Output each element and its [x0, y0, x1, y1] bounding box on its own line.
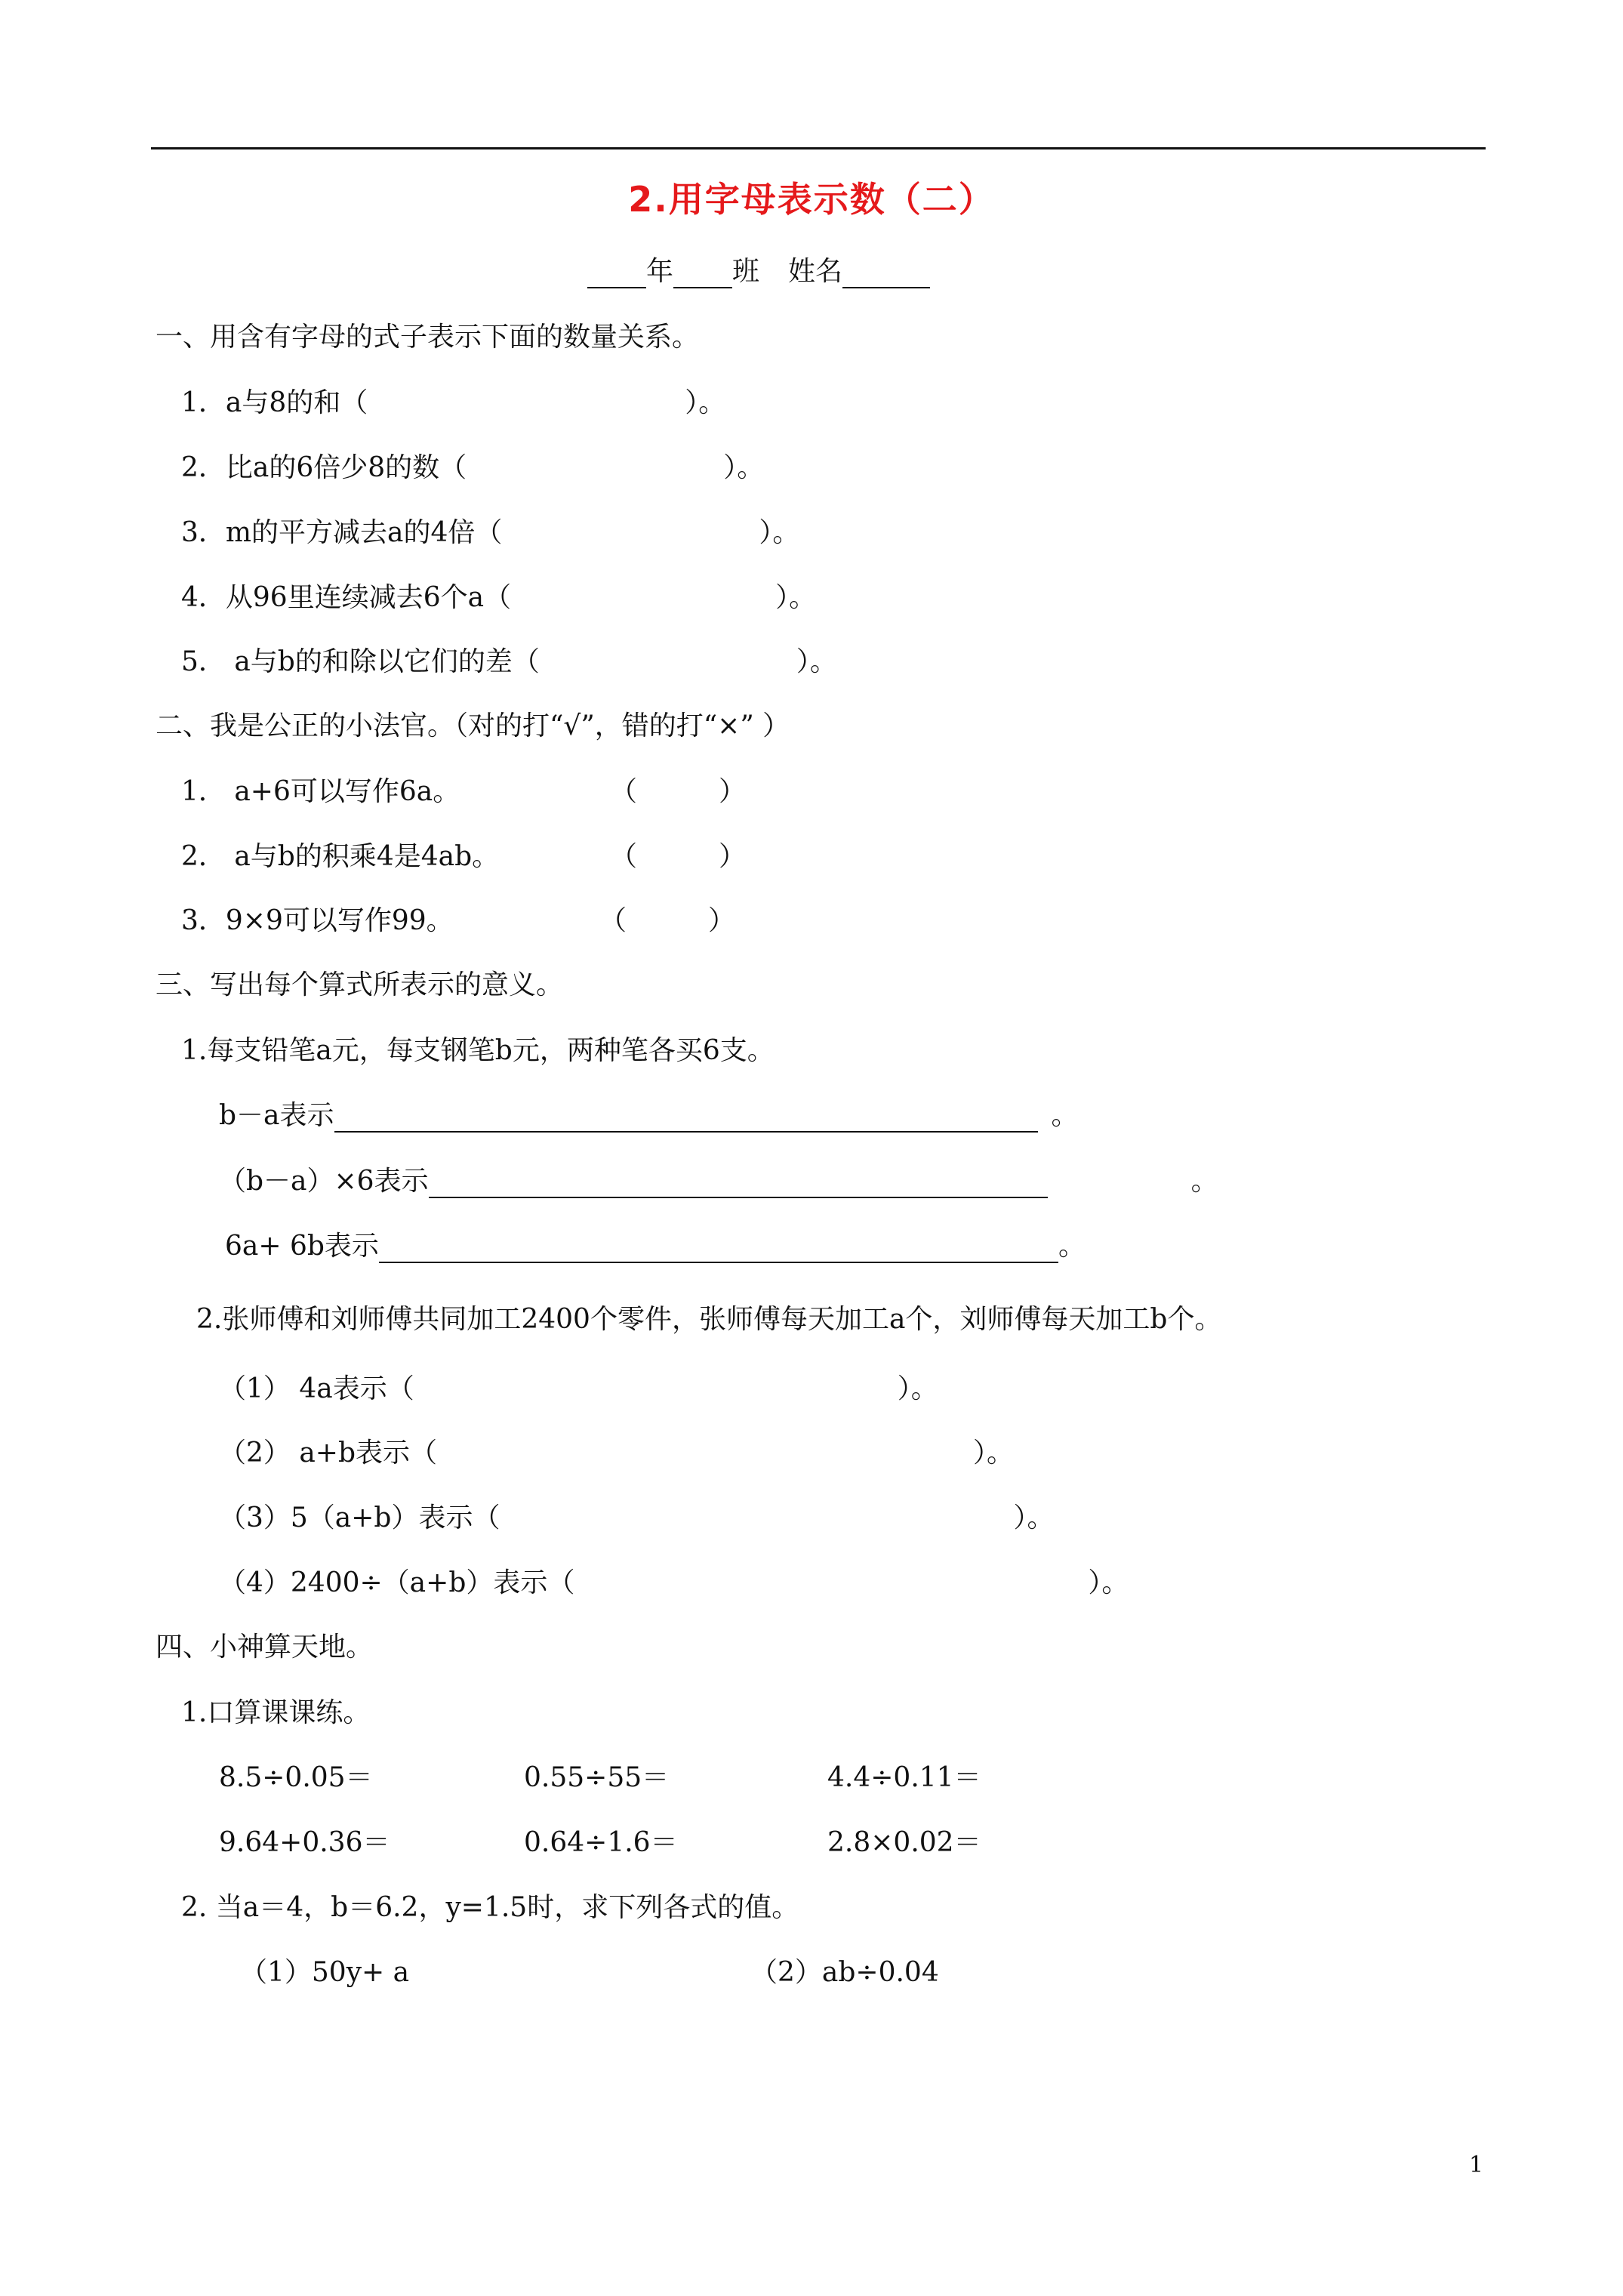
s2-item-3 — [181, 905, 454, 938]
s3-problem2-text: 2.张师傅和刘师傅共同加工2400个零件，张师傅每天加工a个，刘师傅每天加工b个。 — [196, 1304, 1222, 1335]
s1-item-text: 2．比a的6倍少8的数（ — [181, 452, 467, 483]
s1-item-end: ）。 — [796, 646, 837, 677]
judge-paren[interactable]: （ ） — [610, 776, 747, 807]
s1-item-end: ）。 — [759, 517, 800, 548]
s3-p2-line-4 — [219, 1567, 1129, 1600]
meaning-blank[interactable] — [379, 1233, 1058, 1263]
class-blank[interactable] — [673, 258, 732, 288]
oral-problem: 0.55÷55＝ — [524, 1762, 670, 1793]
line-end: 。 — [1058, 1231, 1086, 1262]
judge-paren[interactable]: （ ） — [599, 905, 736, 936]
s1-item-5 — [181, 646, 837, 679]
student-info-line — [587, 255, 930, 288]
line-end: ）。 — [1088, 1567, 1129, 1598]
section4-heading: 四、小神算天地。 — [156, 1632, 374, 1663]
s1-item-end: ）。 — [685, 387, 726, 418]
s3-p1-line-1 — [219, 1099, 1079, 1133]
meaning-label: （2） a+b表示（ — [219, 1438, 438, 1469]
meaning-label: （1） 4a表示（ — [219, 1373, 414, 1404]
meaning-blank[interactable] — [429, 1168, 1048, 1198]
s2-item-text: 2． a与b的积乘4是4ab。 — [181, 841, 500, 872]
grade-blank[interactable] — [587, 258, 646, 288]
expression: （1）50y+ a — [240, 1957, 410, 1988]
line-end: ）。 — [1013, 1502, 1055, 1533]
s1-item-text: 3．m的平方减去a的4倍（ — [181, 517, 503, 548]
s1-item-1 — [181, 387, 725, 420]
meaning-label: （3）5（a+b）表示（ — [219, 1502, 500, 1533]
line-end: 。 — [1051, 1100, 1079, 1131]
meaning-label: （4）2400÷（a+b）表示（ — [219, 1567, 575, 1598]
s1-item-2 — [181, 451, 764, 485]
line-end: ）。 — [973, 1438, 1015, 1469]
s3-p2-line-1 — [219, 1373, 938, 1406]
class-label: 班 — [732, 256, 760, 287]
line-end: 。 — [1190, 1166, 1218, 1197]
name-label: 姓名 — [788, 256, 843, 287]
oral-problem: 2.8×0.02＝ — [827, 1827, 981, 1858]
meaning-label: （b－a）×6表示 — [219, 1166, 429, 1197]
header-rule — [151, 147, 1486, 149]
oral-problem: 0.64÷1.6＝ — [524, 1827, 678, 1858]
s1-item-text: 5． a与b的和除以它们的差（ — [181, 646, 540, 677]
s3-problem1-text: 1.每支铅笔a元，每支钢笔b元，两种笔各买6支。 — [181, 1035, 775, 1066]
s4-sub1: 1.口算课课练。 — [181, 1697, 371, 1728]
section1-heading: 一、用含有字母的式子表示下面的数量关系。 — [156, 322, 700, 353]
s1-item-text: 1．a与8的和（ — [181, 387, 368, 418]
s2-item-2 — [181, 840, 499, 874]
oral-problem: 4.4÷0.11＝ — [827, 1762, 981, 1793]
s3-p1-line-3 — [225, 1230, 1086, 1263]
expression: （2）ab÷0.04 — [750, 1957, 939, 1988]
s3-p2-line-3 — [219, 1502, 1055, 1535]
meaning-blank[interactable] — [334, 1102, 1038, 1133]
section2-heading: 二、我是公正的小法官。（对的打“√”，错的打“×” ） — [156, 710, 790, 741]
s1-item-3 — [181, 516, 799, 550]
grade-label: 年 — [646, 256, 674, 287]
s2-item-text: 3．9×9可以写作99。 — [181, 905, 454, 936]
page-number: 1 — [1469, 2152, 1484, 2178]
s2-item-text: 1． a+6可以写作6a。 — [181, 776, 460, 807]
s2-item-1 — [181, 775, 460, 809]
s3-p2-line-2 — [219, 1437, 1014, 1470]
s1-item-end: ）。 — [775, 582, 817, 613]
s1-item-end: ）。 — [723, 452, 765, 483]
meaning-label: b－a表示 — [219, 1100, 334, 1131]
name-blank[interactable] — [842, 258, 930, 288]
page-title: 2.用字母表示数（二） — [628, 179, 995, 220]
s3-p1-line-2 — [219, 1165, 1218, 1198]
meaning-label: 6a+ 6b表示 — [225, 1231, 379, 1262]
section3-heading: 三、写出每个算式所表示的意义。 — [156, 969, 564, 1000]
oral-problem: 8.5÷0.05＝ — [219, 1762, 373, 1793]
line-end: ）。 — [897, 1373, 938, 1404]
s4-sub2: 2. 当a＝4，b＝6.2，y=1.5时，求下列各式的值。 — [181, 1892, 799, 1923]
s1-item-text: 4．从96里连续减去6个a（ — [181, 582, 512, 613]
judge-paren[interactable]: （ ） — [610, 841, 747, 872]
s1-item-4 — [181, 581, 816, 615]
oral-problem: 9.64+0.36＝ — [219, 1827, 390, 1858]
